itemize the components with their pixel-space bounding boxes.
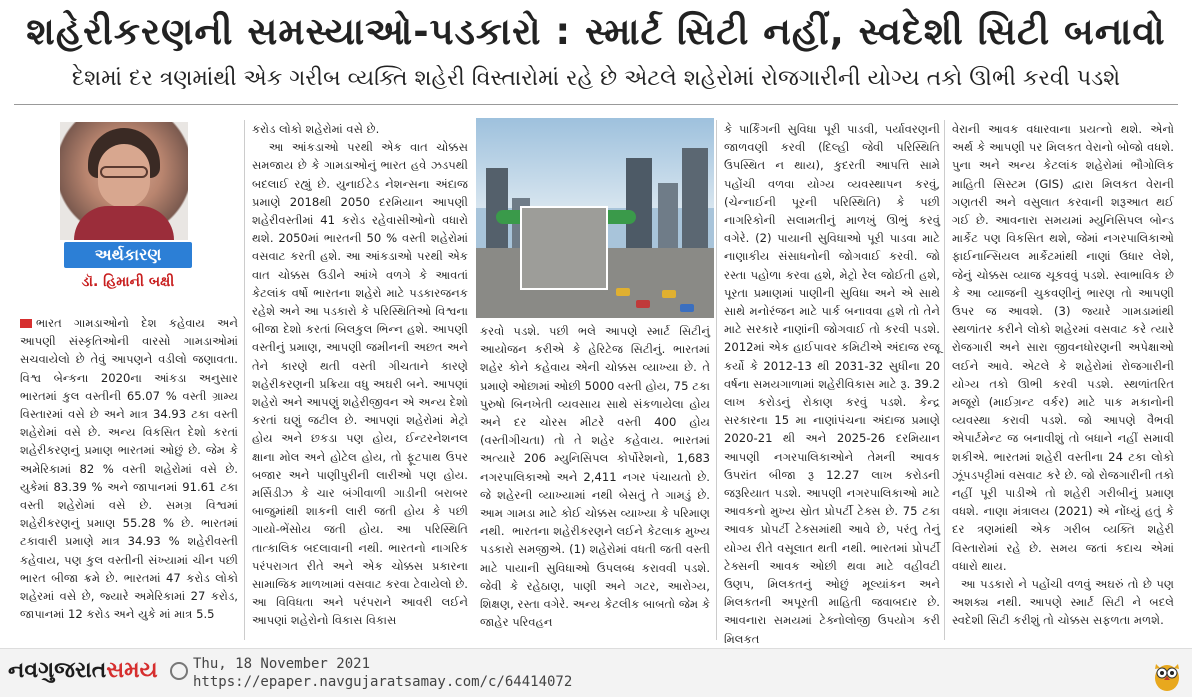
circle-mark-icon (170, 662, 188, 680)
page-headline: શહેરીકરણની સમસ્યાઓ-પડકારો : સ્માર્ટ સિટી નહીં, સ્વદેશી સિટી બનાવો (26, 10, 1166, 53)
author-photo (60, 122, 188, 240)
article-column-1-text: ભારત ગામડાઓનો દેશ કહેવાય અને આપણી સંસ્કૃતિઓની વારસો ગામડાઓમાં સચવાયેલો છે તેવું આપણને વડીલો જણાવતા. વિશ્વ બેન્કના 2020ના આંકડા અનુસાર ભારતમાં કુલ વસ્તીની 65.07 % વસ્તી ગ્રામ્ય વિસ્તારમાં વસે છે અને માત્ર 34.93 ટકા વસ્તી શહેરોમાં વસે છે. અન્ય વિકસિત દેશો કરતાં શહેરીકરણનું પ્રમાણ ભારતમાં ઓછું છે. જેમ કે અમેરિકામાં 82 % વસ્તી શહેરોમાં વસે છે. યુકેમાં 83.39 % અને જાપાનમાં 91.61 ટકા વસ્તી શહેરોમાં વસે છે. સમગ્ર વિશ્વમાં શહેરીકરણનું પ્રમાણ 55.28 % છે. ભારતમાં ટકાવારી પ્રમાણે માત્ર 34.93 % શહેરીવસ્તી કહેવાય, પણ કુલ વસ્તીની સંખ્યામાં ચીન પછી ભારત બીજા ક્રમે છે. ભારતમાં 47 કરોડ લોકો શહેરમાં વસે છે, જ્યારે અમેરિકામાં 27 કરોડ, જાપાનમાં 12 કરોડ અને યુકે માં માત્ર 5.5 (20, 316, 242, 622)
article-column-2: કરોડ લોકો શહેરોમાં વસે છે. આ આંકડાઓ પરથી એક વાત ચોક્કસ સમજાય છે કે ગામડાઓનું ભારત હવે ઝડપથી બદલાઈ રહ્યું છે. યુનાઈટેડ નેશન્સના અંદાજ પ્રમાણે 2018થી 2050 દરમિયાન આપણી શહેરીવસ્તીમાં 41 કરોડ રહેવાસીઓનો વધારો થશે. 2050માં ભારતની 50 % વસ્તી શહેરોમાં વસવાટ કરતી હશે. આ આંકડાઓ પરથી એક વાત ચોક્કસ ઉડીને આંખે વળગે કે આવતાં કેટલાંક વર્ષો ભારતના શહેરો માટે પડકારજનક રહેશે અને આ પડકારો કે પરિસ્થિતિઓ વિશ્વના બીજા દેશો કરતાં બિલકુલ ભિન્ન હશે. આપણી વસ્તીનું પ્રમાણ, આપણી જમીનની અછત અને તેને કારણે થતી વસ્તી ગીચતાને કારણે શહેરીકરણની પ્રક્રિયા વધુ અઘરી બને. આપણાં શહેરો અને આપણું શહેરીજીવન એ અન્ય દેશો કરતાં ઘણું જટીલ છે. આપણાં શહેરોમાં મેટ્રો હોય અને છકડા પણ હોય, ઈન્ટરનેશનલ ક્ષાના મોલ અને હોટેલ હોય, તો ફૂટપાથ ઉપર બજાર અને પાણીપુરીની લારીઓ પણ હોય. મર્સિડીઝ કે ચાર બંગીવાળી ગાડીની બરાબર બાજુમાંથી શાકની લારી જતી હોય કે પછી ગાયો-ભેંસોય જતી હોય. આ પરિસ્થિતિ તાત્કાલિક બદલાવાની નથી. ભારતનો નાગરિક પરંપરાગત રીતે અને એક ચોક્કસ પ્રકારના સામાજિક માળખામાં વસવાટ કરવા ટેવાયેલો છે. આ વિવિધતા અને પરંપરાને આવરી લઈને આપણાં શહેરોનો વિકાસ વિકાસ (252, 122, 469, 628)
column-divider (244, 120, 245, 640)
article-column-1 (20, 314, 242, 642)
column-divider (716, 120, 717, 640)
page-subheadline: દેશમાં દર ત્રણમાંથી એક ગરીબ વ્યક્તિ શહેરી વિસ્તારોમાં રહે છે એટલે શહેરોમાં રોજગારીની યોગ્ય તકો ઊભી કરવી પડશે (71, 66, 1121, 91)
article-column-5: વેરાની આવક વધારવાના પ્રયત્નો થશે. એનો અર્થ કે આપણી પર મિલકત વેરાનો બોજો વધશે. પુના અને અન્ય કેટલાંક શહેરોમાં ભૌગોલિક માહિતી સિસ્ટમ (GIS) દ્વારા મિલકત વેરાની ગણતરી અને વસુલાત કરવાની શરૂઆત થઈ ગઈ છે. આવનારા સમયમાં મ્યુનિસિપલ બોન્ડ માર્કેટ પણ વિકસિત થશે, જેમાં નગરપાલિકાઓ ફાઈનાન્સિયલ માર્કેટમાંથી નાણાં ઉધાર લેશે, જેનું ચોક્કસ વ્યાજ ચૂકવવું પડશે. સ્વાભાવિક છે કે આ વ્યાજની ચુકવણીનું ભારણ તો આપણી ઉપર જ આવશે. (3) જ્યારે ગામડામાંથી સ્થળાંતર કરીને લોકો શહેરમાં વસવાટ કરે ત્યારે રોજગારી અને સારા જીવનધોરણની અપેક્ષાઓ લઈને આવે. એટલે કે શહેરોમાં રોજગારીની યોગ્ય તકો ઊભી કરવી પડશે. સ્થળાંતરિત મજૂરો (માઈગ્રન્ટ વર્કર) માટે પાક મકાનોની વ્યવસ્થા કરાવી પડશે. જો આપણે વૈભવી એપાર્ટમેન્ટ જ બનાવીશું તો બધાને નહીં સમાવી શકીએ. ભારતમાં શહેરી વસ્તીના 24 ટકા લોકો ઝૂંપડપટ્ટીમાં વસવાટ કરે છે. જો રોજગારીની તકો નહીં પૂરી પાડીએ તો શહેરી ગરીબીનું પ્રમાણ વધશે. નાણા મંત્રાલય (2021) એ નોંધ્યું હતું કે દર ત્રણમાંથી એક ગરીબ વ્યક્તિ શહેરી વિસ્તારોમાં રહે છે. સમય જતાં કદાચ એમાં વધારો થાય. આ પડકારો ને પહોંચી વળવું અઘરું તો છે પણ અશક્ય નથી. આપણે સ્માર્ટ સિટી ને બદલે સ્વદેશી સિટી કરીશું તો ચોક્કસ સફળતા મળશે. (952, 122, 1174, 628)
logo-accent-text: સમય (106, 658, 158, 683)
newspaper-logo[interactable] (8, 658, 158, 683)
owl-icon (1152, 658, 1182, 692)
article-column-3: કરવો પડશે. પછી ભલે આપણે સ્માર્ટ સિટીનું આયોજન કરીએ કે હેરિટેજ સિટીનું. ભારતમાં શહેર કોને કહેવાય એની ચોક્કસ વ્યાખ્યા છે. તે પ્રમાણે ઓછામાં ઓછી 5000 વસ્તી હોય, 75 ટકા પુરુષો બિનખેતી વ્યવસાય સાથે સંકળાયેલા હોય અને દર ચોરસ મીટરે વસ્તી 400 હોય (વસ્તીગીચતા) તો તે શહેર કહેવાય. ભારતમાં અત્યારે 206 મ્યુનિસિપલ કોર્પોરેશનો, 1,683 નગરપાલિકાઓ અને 2,411 નગર પંચાયતો છે. જે શહેરની વ્યાખ્યામાં નથી બેસતું તે ગામડું છે. આમ ગામડા માટે કોઈ ચોક્કસ વ્યાખ્યા કે પરિમાણ નથી. ભારતના શહેરીકરણને લઈને કેટલાક મુખ્ય પડકારો સમજીએ. (1) શહેરોમાં વધતી જતી વસ્તી માટે પાયાની સુવિધાઓ ઉપલબ્ધ કરાવવી પડશે. જેવી કે રહેઠાણ, પાણી અને ગટર, આરોગ્ય, શિક્ષણ, રસ્તા વગેરે. અન્ય કેટલીક બાબતો જેમ કે જાહેર પરિવહન (480, 324, 714, 630)
epaper-url-link[interactable]: https://epaper.navgujaratsamay.com/c/64414072 (193, 674, 573, 690)
column-label-badge: અર્થકારણ (64, 242, 192, 268)
publication-date: Thu, 18 November 2021 (193, 656, 371, 672)
article-column-4: કે પાર્કિંગની સુવિધા પૂરી પાડવી, પર્યાવરણની જાળવણી કરવી (દિલ્હી જેવી પરિસ્થિતિ ઉપસ્થિત ન થાય), કુદરતી આપત્તિ સામે પહોંચી વળવા યોગ્ય વ્યવસ્થાપન કરવું, (ચેન્નાઈની પૂરની પરિસ્થિતિ) કે પછી નાગરિકોની સલામતીનું માળખું ઊભું કરવું વગેરે. (2) પાયાની સુવિધાઓ પૂરી પાડવા માટે નાણાકીય સંસાધનોની જોગવાઈ કરવી. જો રસ્તા પહોળા કરવા હશે, મેટ્રો રેલ જોઈતી હશે, પૂરતા પ્રમાણમાં પાણીની સુવિધા અને એ સાથે સાથે મનોરંજન માટે પાર્ક બનાવવા હશે તો તેને માટે સરકારે નાણાંની જોગવાઈ તો કરવી પડશે. 2012માં એક હાઈપાવર કમિટીએ અંદાજ રજૂ કર્યો કે 2012-13 થી 2031-32 સુધીના 20 વર્ષના સમયગાળામાં શહેરીવિકાસ માટે રૂ. 39.2 લાખ કરોડનું રોકાણ કરવું પડશે. કેન્દ્ર સરકારના 15 મા નાણાંપંચના અંદાજ પ્રમાણે 2020-21 થી અને 2025-26 દરમિયાન આપણી નગરપાલિકાઓને તેમની આવક ઉપરાંત બીજા રૂ 12.27 લાખ કરોડની જરૂરિયાત પડશે. આપણી નગરપાલિકાઓ માટે આવકનો મુખ્ય સ્રોત પ્રોપર્ટી ટેક્સ છે. 75 ટકા આવક પ્રોપર્ટી ટેક્સમાંથી આવે છે, પરંતુ તેનું યોગ્ય રીતે વસૂલાત થતી નથી. ભારતમાં પ્રોપર્ટી ટેક્સની આવક ઓછી થવા માટે વહીવટી ઉણપ, મિલકતનું ઓછું મૂલ્યાંકન અને મિલકતની અપૂરતી માહિતી જવાબદાર છે. આવનારા સમયમાં ટેક્નોલોજી ઉપયોગ કરી મિલકત (724, 122, 944, 646)
author-byline: ડૉ. હિમાની બક્ષી (81, 274, 175, 290)
city-illustration (476, 118, 714, 318)
header-divider (14, 104, 1178, 105)
street-crowd-inset (520, 206, 608, 290)
column-divider (944, 120, 945, 640)
section-marker-icon (20, 319, 32, 328)
logo-main-text: નવગુજરાત (8, 658, 107, 683)
